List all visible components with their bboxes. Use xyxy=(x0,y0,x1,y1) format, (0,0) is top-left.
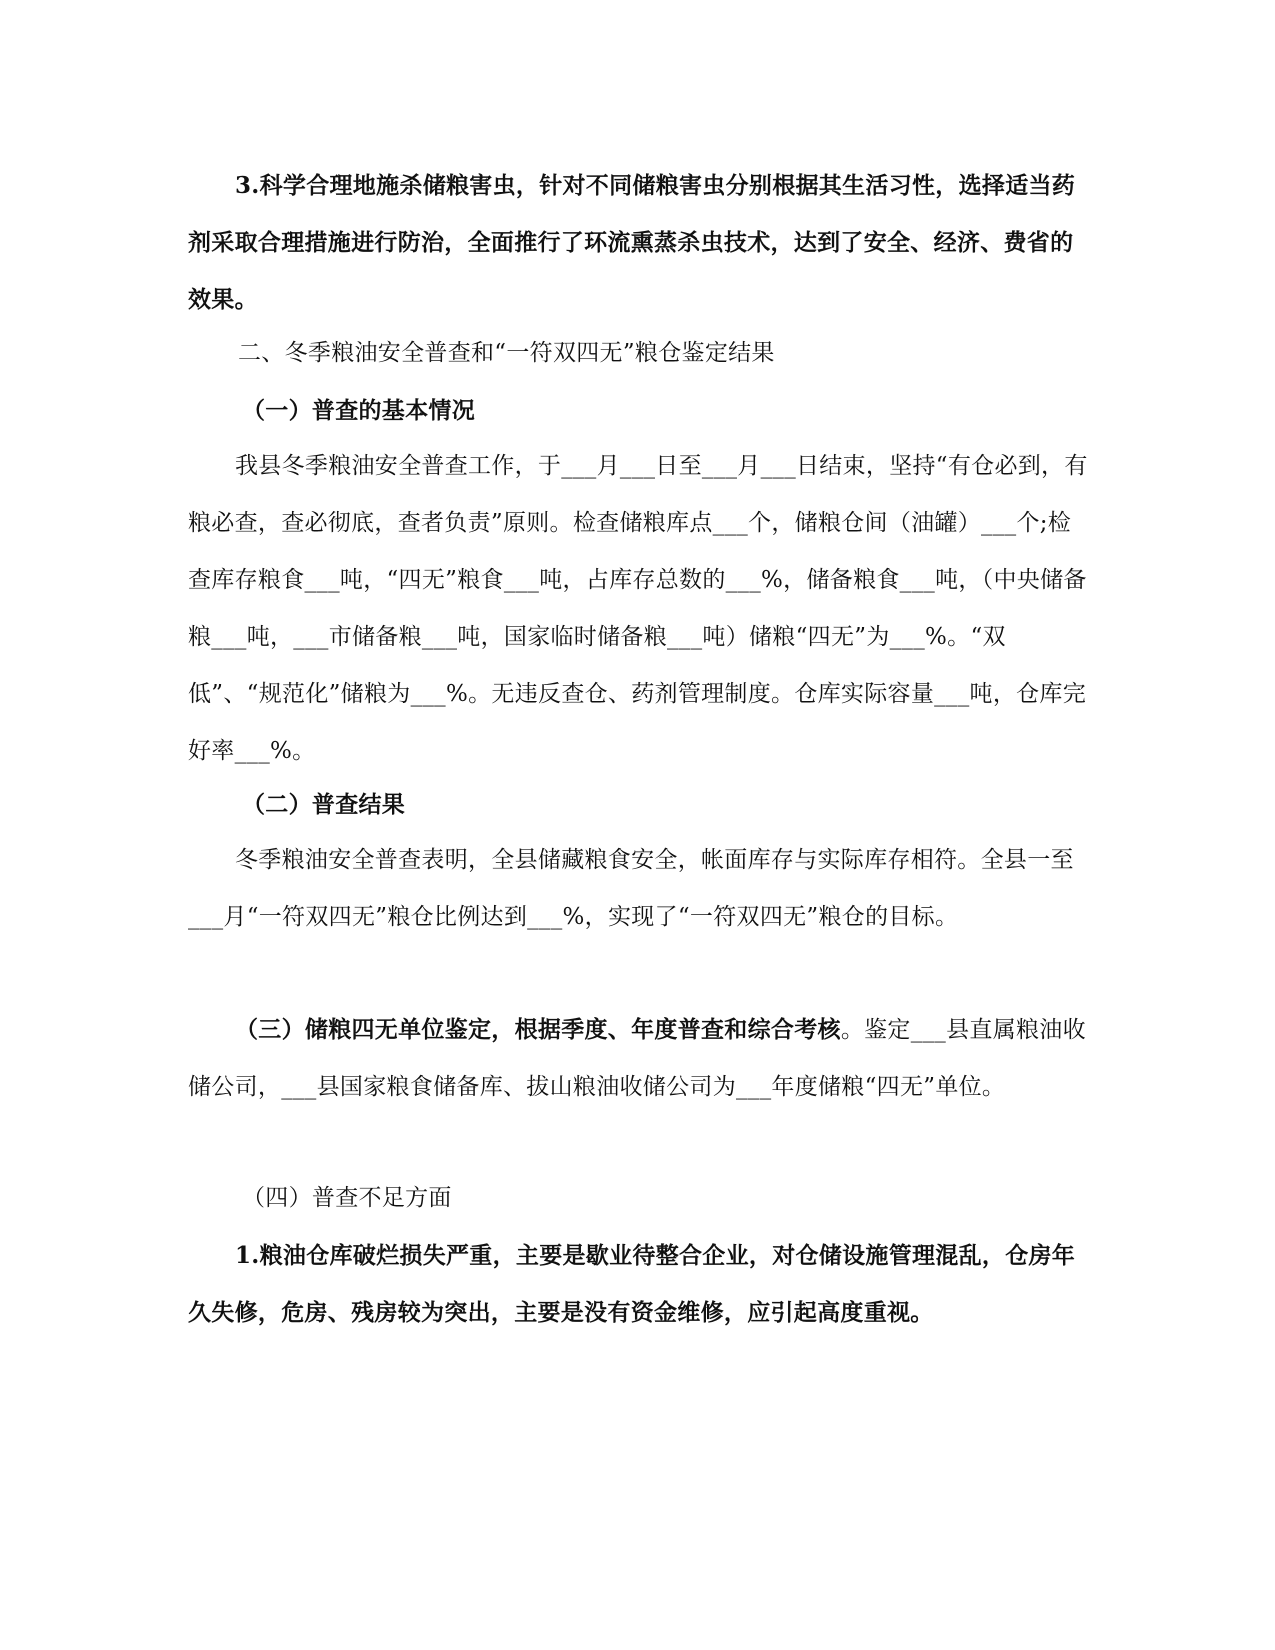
paragraph-unit-appraisal xyxy=(188,1001,1088,1116)
unit-appraisal-text: 。鉴定___县直属粮油收储公司，___县国家粮食储备库、拔山粮油收储公司为___年度储粮“四无”单位。 xyxy=(188,1017,1086,1100)
section-heading-2: 二、冬季粮油安全普查和“一符双四无”粮仓鉴定结果 xyxy=(238,340,775,366)
paragraph-results: 冬季粮油安全普查表明，全县储藏粮食安全，帐面库存与实际库存相符。全县一至___月“一符双四无”粮仓比例达到___%，实现了“一符双四无”粮仓的目标。 xyxy=(188,847,1074,930)
subheading-results: （二）普查结果 xyxy=(242,791,406,818)
subheading-basic-situation: （一）普查的基本情况 xyxy=(242,397,475,424)
subheading-shortcomings: （四）普查不足方面 xyxy=(242,1185,452,1211)
paragraph-shortcoming-1: 1.粮油仓库破烂损失严重，主要是歇业待整合企业，对仓储设施管理混乱，仓房年久失修，危房、残房较为突出，主要是没有资金维修，应引起高度重视。 xyxy=(188,1242,1076,1326)
paragraph-basic-situation: 我县冬季粮油安全普查工作，于___月___日至___月___日结束，坚持“有仓必到，有粮必查，查必彻底，查者负责”原则。检查储粮库点___个，储粮仓间（油罐）___个;检查库存粮食___吨，“四无”粮食___吨，占库存总数的___%，储备粮食___吨，（中央储备粮___吨，___市储备粮___吨，国家临时储备粮___吨）储粮“四无”为___%。“双低”、“规范化”储粮为___%。无违反查仓、药剂管理制度。仓库实际容量___吨，仓库完好率___%。 xyxy=(188,453,1088,764)
paragraph-pest-control: 3.科学合理地施杀储粮害虫，针对不同储粮害虫分别根据其生活习性，选择适当药剂采取合理措施进行防治，全面推行了环流熏蒸杀虫技术，达到了安全、经济、费省的效果。 xyxy=(188,172,1076,313)
unit-appraisal-lead: （三）储粮四无单位鉴定，根据季度、年度普查和综合考核 xyxy=(235,1016,841,1043)
